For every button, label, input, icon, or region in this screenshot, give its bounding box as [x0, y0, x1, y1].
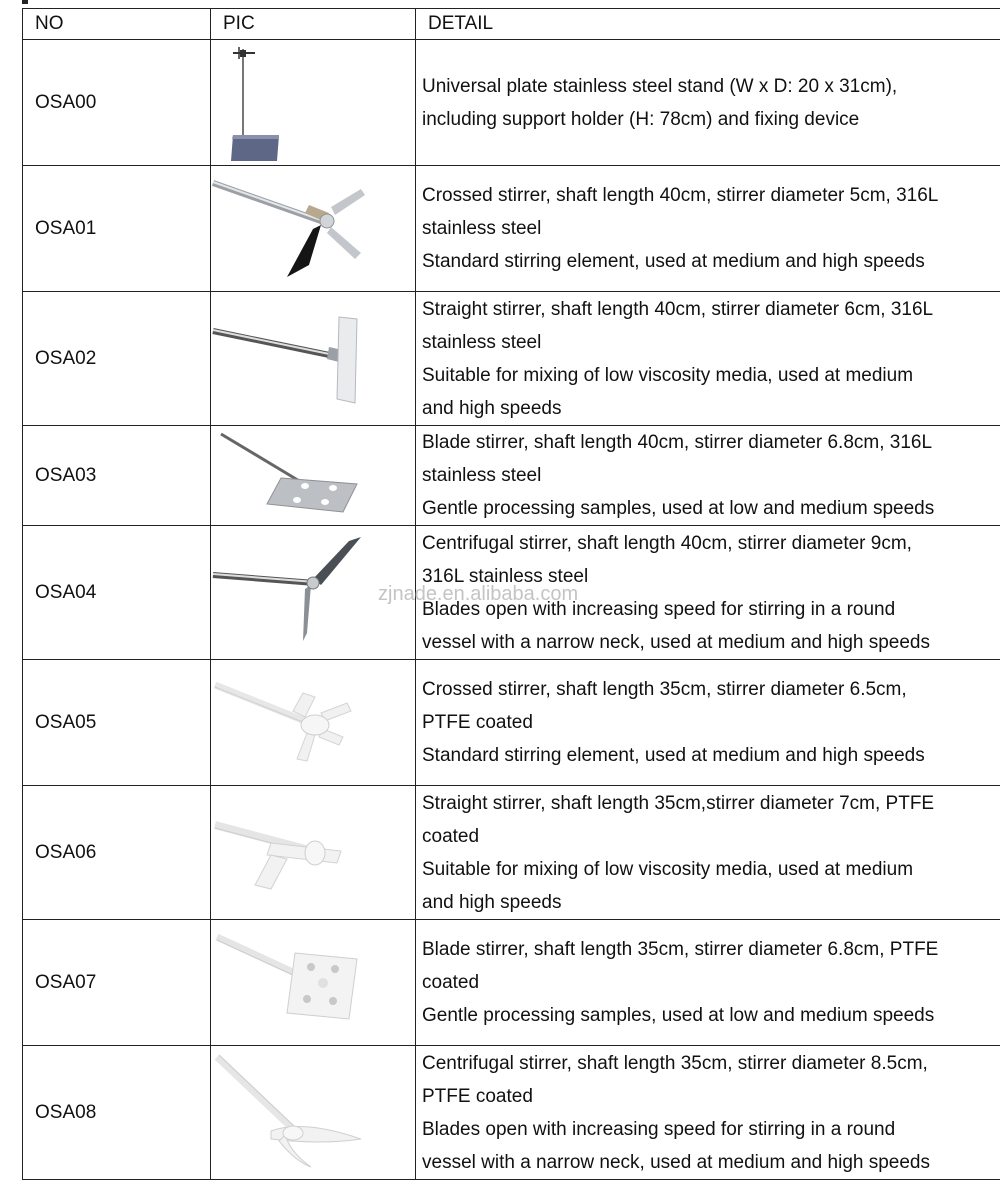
table-row: [23, 920, 1000, 1046]
item-detail: [416, 786, 1000, 920]
steel-crossed-stirrer-icon: [211, 169, 411, 289]
item-code: OSA07: [23, 920, 211, 1046]
detail-line: Straight stirrer, shaft length 35cm,stirrer diameter 7cm, PTFE: [422, 792, 935, 814]
table-header-row: [23, 9, 1000, 40]
ptfe-straight-stirrer-icon: [211, 789, 411, 917]
item-detail: [416, 166, 1000, 292]
detail-line: Crossed stirrer, shaft length 35cm, stirrer diameter 6.5cm,: [422, 679, 907, 700]
detail-line: Gentle processing samples, used at low and medium speeds: [422, 1005, 935, 1026]
detail-line: Standard stirring element, used at medium and high speeds: [422, 745, 925, 766]
detail-line: vessel with a narrow neck, used at medium and high speeds: [422, 1151, 930, 1173]
table-row: [23, 660, 1000, 786]
item-picture: [211, 920, 416, 1046]
item-detail: [416, 920, 1000, 1046]
detail-line: Blade stirrer, shaft length 35cm, stirrer diameter 6.8cm, PTFE: [422, 939, 939, 960]
item-code: OSA08: [23, 1046, 211, 1180]
item-code: OSA00: [23, 40, 211, 166]
detail-line: Suitable for mixing of low viscosity media, used at medium: [422, 858, 914, 880]
header-detail: DETAIL: [416, 9, 1000, 40]
page-edge-mark: [22, 0, 28, 4]
detail-line: coated: [422, 825, 480, 847]
table-row: [23, 40, 1000, 166]
item-code: OSA01: [23, 166, 211, 292]
detail-line: stainless steel: [422, 331, 542, 353]
item-code: OSA03: [23, 426, 211, 526]
watermark: zjnade.en.alibaba.com: [378, 583, 579, 605]
detail-line: vessel with a narrow neck, used at medium and high speeds: [422, 631, 930, 653]
detail-line: coated: [422, 972, 480, 993]
item-picture: [211, 40, 416, 166]
detail-line: Gentle processing samples, used at low and medium speeds: [422, 498, 935, 519]
item-picture: [211, 786, 416, 920]
header-pic: PIC: [211, 9, 416, 40]
ptfe-centrifugal-stirrer-icon: [211, 1049, 411, 1177]
table-row: [23, 292, 1000, 426]
item-code: OSA04: [23, 526, 211, 660]
table-row: [23, 166, 1000, 292]
header-no: NO: [23, 9, 211, 40]
detail-line: and high speeds: [422, 397, 562, 419]
detail-line: PTFE coated: [422, 1085, 533, 1107]
steel-blade-stirrer-icon: [211, 428, 411, 524]
detail-line: Blade stirrer, shaft length 40cm, stirrer diameter 6.8cm, 316L: [422, 432, 933, 453]
item-code: OSA02: [23, 292, 211, 426]
detail-line: stainless steel: [422, 465, 542, 486]
item-detail: [416, 426, 1000, 526]
detail-line: Centrifugal stirrer, shaft length 35cm, stirrer diameter 8.5cm,: [422, 1052, 928, 1074]
item-picture: [211, 166, 416, 292]
stand-icon: [211, 43, 411, 163]
steel-straight-stirrer-icon: [211, 295, 411, 423]
detail-line: including support holder (H: 78cm) and fixing device: [422, 108, 860, 130]
item-detail: [416, 1046, 1000, 1180]
ptfe-blade-stirrer-icon: [211, 923, 411, 1043]
detail-line: Blades open with increasing speed for stirring in a round: [422, 1118, 896, 1140]
item-code: OSA05: [23, 660, 211, 786]
detail-line: Crossed stirrer, shaft length 40cm, stirrer diameter 5cm, 316L: [422, 185, 939, 206]
item-picture: [211, 1046, 416, 1180]
detail-line: Suitable for mixing of low viscosity media, used at medium: [422, 364, 914, 386]
item-detail: [416, 292, 1000, 426]
item-detail: [416, 40, 1000, 166]
table-row: [23, 1046, 1000, 1180]
detail-line: Standard stirring element, used at medium and high speeds: [422, 251, 925, 272]
detail-line: stainless steel: [422, 218, 542, 239]
detail-line: Blades open with increasing speed for stirring in a round: [422, 598, 896, 620]
item-picture: [211, 660, 416, 786]
detail-line: Straight stirrer, shaft length 40cm, stirrer diameter 6cm, 316L: [422, 298, 934, 320]
item-code: OSA06: [23, 786, 211, 920]
detail-line: and high speeds: [422, 891, 562, 913]
item-picture: [211, 426, 416, 526]
detail-line: 316L stainless steel: [422, 565, 589, 587]
table-row: [23, 426, 1000, 526]
ptfe-crossed-stirrer-icon: [211, 663, 411, 783]
detail-line: Universal plate stainless steel stand (W x D: 20 x 31cm),: [422, 75, 898, 97]
table-row: [23, 786, 1000, 920]
detail-line: PTFE coated: [422, 712, 533, 733]
item-detail: [416, 660, 1000, 786]
detail-line: Centrifugal stirrer, shaft length 40cm, stirrer diameter 9cm,: [422, 532, 912, 554]
item-picture: [211, 292, 416, 426]
